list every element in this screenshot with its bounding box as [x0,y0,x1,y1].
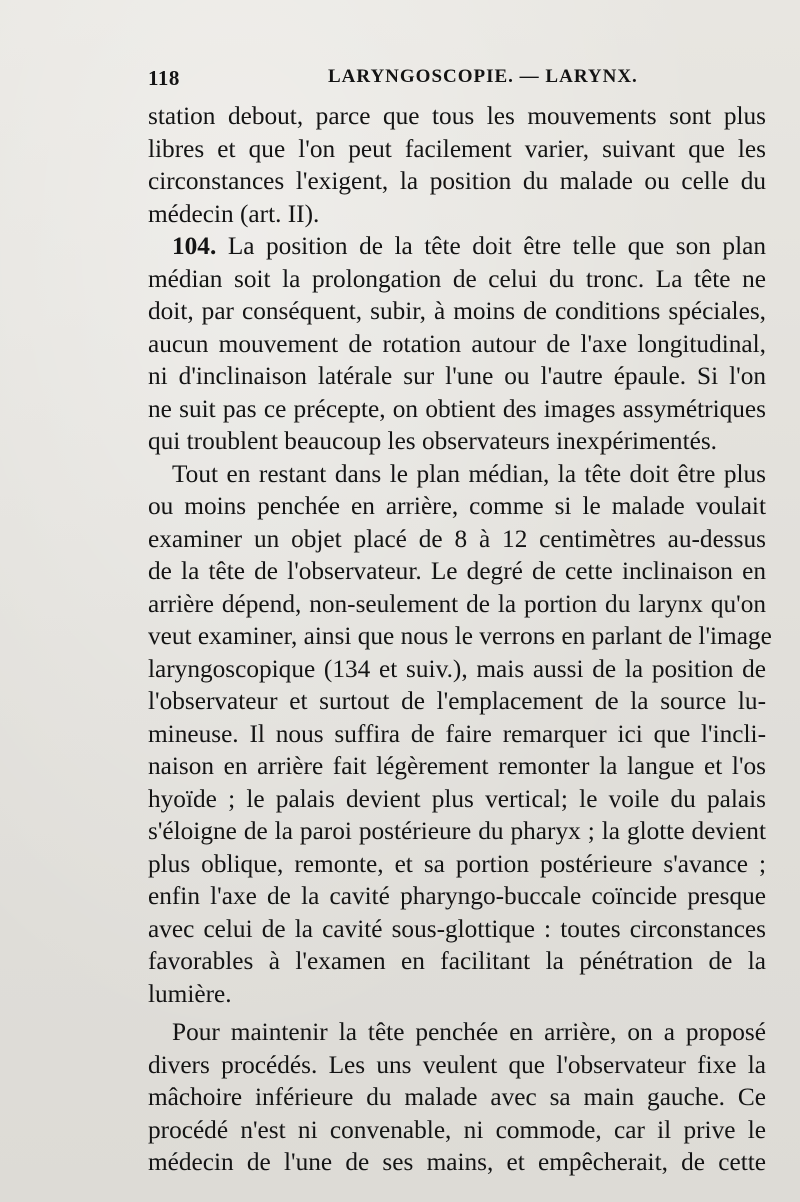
text-line: arrière dépend, non-seulement de la portion du larynx qu'on [148,589,766,618]
text-line: ne suit pas ce précepte, on obtient des images assymétriques [148,394,766,423]
text-line: de la tête de l'observateur. Le degré de cette inclinaison en [148,557,766,585]
running-head: LARYNGOSCOPIE. — LARYNX. [328,66,638,87]
text-line: Tout en restant dans le plan médian, la tête doit être plus [172,459,766,488]
text-line: procédé n'est ni convenable, ni commode, car il prive le [148,1115,766,1144]
text-line-content: La position de la tête doit être telle que son plan [227,232,766,260]
text-line: divers procédés. Les uns veulent que l'observateur fixe la [148,1050,766,1079]
paragraph [148,100,766,230]
text-line: laryngoscopique (134 et suiv.), mais aussi de la position de [148,654,766,683]
paragraph [148,1016,766,1179]
text-line [148,230,766,263]
text-line: naison en arrière fait légèrement remonter la langue et l'os [148,752,766,780]
text-line: Pour maintenir la tête penchée en arrière, on a proposé [172,1018,766,1046]
text-line: circonstances l'exigent, la position du malade ou celle du [148,167,766,195]
body-text [148,100,772,1179]
text-line: plus oblique, remonte, et sa portion postérieure s'avance ; [148,849,766,878]
paragraph [148,458,772,1011]
text-line: l'observateur et surtout de l'emplacement de la source lu- [148,687,766,715]
text-line: médecin (art. II). [148,199,320,228]
text-line: s'éloigne de la paroi postérieure du pharyx ; la glotte devient [148,817,766,845]
text-line: qui troublent beaucoup les observateurs inexpérimentés. [148,427,718,455]
text-line: libres et que l'on peut facilement varier, suivant que les [148,134,766,163]
text-line: hyoïde ; le palais devient plus vertical; le voile du palais [148,784,766,813]
text-line: aucun mouvement de rotation autour de l'axe longitudinal, [148,329,766,358]
text-line: médecin de l'une de ses mains, et empêcherait, de cette [148,1148,766,1176]
text-line: mâchoire inférieure du malade avec sa main gauche. Ce [148,1083,766,1111]
text-line: enfin l'axe de la cavité pharyngo-buccale coïncide presque [148,882,766,910]
text-line: ou moins penchée en arrière, comme si le malade voulait [148,492,766,520]
text-line: médian soit la prolongation de celui du tronc. La tête ne [148,264,766,293]
text-line: veut examiner, ainsi que nous le verrons en parlant de l'image [148,622,772,650]
text-line: station debout, parce que tous les mouvements sont plus [148,102,766,130]
text-line: lumière. [148,979,232,1008]
page-number: 118 [148,66,180,90]
text-line: examiner un objet placé de 8 à 12 centimètres au-dessus [148,524,766,553]
paragraph [148,230,766,458]
page-header [148,66,738,96]
text-line: favorables à l'examen en facilitant la pénétration de la [148,947,766,975]
text-line: avec celui de la cavité sous-glottique : toutes circonstances [148,914,766,943]
text-line: mineuse. Il nous suffira de faire remarquer ici que l'incli- [148,719,766,748]
paragraph-number: 104. [172,232,217,260]
text-line: ni d'inclinaison latérale sur l'une ou l'autre épaule. Si l'on [148,362,766,390]
text-line: doit, par conséquent, subir, à moins de conditions spéciales, [148,297,766,325]
